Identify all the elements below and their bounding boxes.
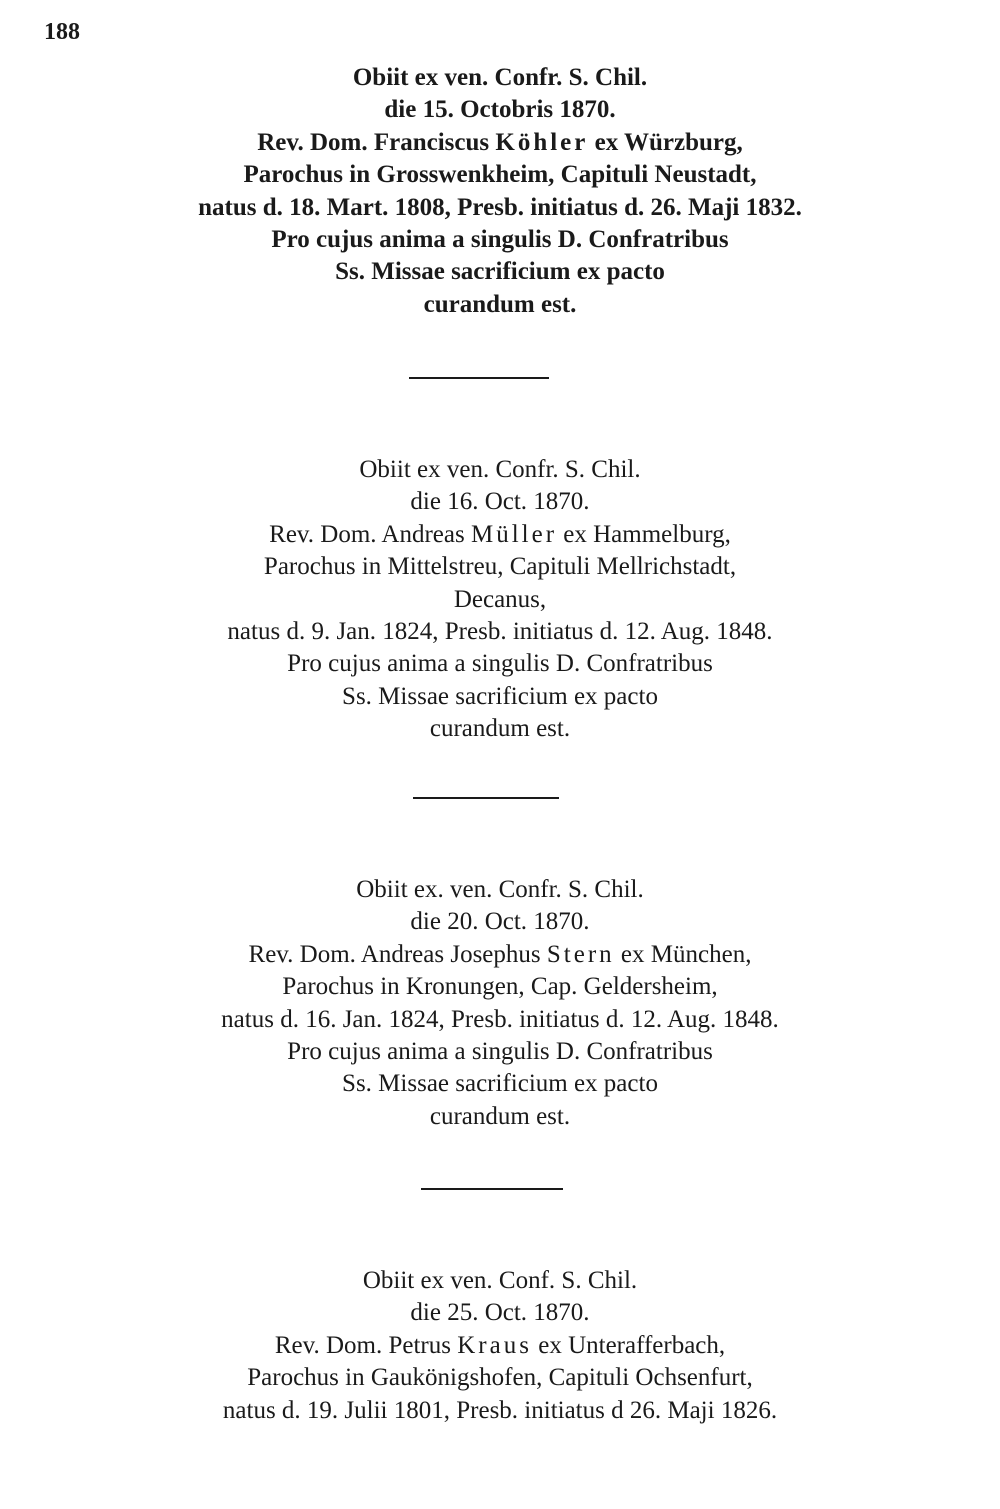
entry-line: Ss. Missae sacrificium ex pacto	[342, 1070, 658, 1098]
line-segment: ex Unterafferbach,	[531, 1331, 726, 1359]
entry-line: natus d. 16. Jan. 1824, Presb. initiatus d. 12. Aug. 1848.	[221, 1005, 779, 1033]
entry-line: die 15. Octobris 1870.	[384, 96, 616, 124]
obituary-entry	[0, 62, 1000, 321]
surname: Stern	[546, 940, 615, 968]
entry-line	[0, 127, 1000, 159]
line-segment: Rev. Dom. Andreas	[269, 520, 471, 548]
line-segment: Rev. Dom. Franciscus	[257, 128, 496, 156]
entry-line: Pro cujus anima a singulis D. Confratribus	[271, 226, 729, 254]
entry-line	[0, 939, 1000, 971]
entry-line: natus d. 18. Mart. 1808, Presb. initiatus d. 26. Maji 1832.	[198, 193, 802, 221]
obituary-entry	[0, 1265, 1000, 1427]
line-segment: ex Würzburg,	[588, 128, 743, 156]
entry-line: curandum est.	[429, 715, 571, 743]
entry-line: Parochus in Kronungen, Cap. Geldersheim,	[282, 973, 718, 1001]
entry-line: Obiit ex ven. Conf. S. Chil.	[362, 1267, 638, 1294]
entry-line: Parochus in Mittelstreu, Capituli Mellrichstadt,	[263, 553, 737, 581]
entry-line: die 20. Oct. 1870.	[410, 908, 590, 936]
entry-line: Ss. Missae sacrificium ex pacto	[342, 682, 658, 710]
surname: Köhler	[495, 128, 589, 156]
page-number: 188	[44, 19, 80, 45]
entry-line: die 16. Oct. 1870.	[410, 488, 590, 516]
entry-line	[0, 1330, 1000, 1362]
entry-line: curandum est.	[429, 1102, 571, 1130]
obituary-entry	[0, 454, 1000, 746]
line-segment: ex Hammelburg,	[557, 520, 731, 548]
entry-line: Obiit ex. ven. Confr. S. Chil.	[356, 876, 644, 903]
line-segment: ex München,	[614, 940, 752, 968]
section-divider	[409, 377, 549, 379]
surname: Müller	[470, 520, 558, 548]
entry-line: Parochus in Gaukönigshofen, Capituli Ochsenfurt,	[247, 1364, 753, 1392]
entry-line: Obiit ex ven. Confr. S. Chil.	[352, 64, 648, 91]
entry-line: Obiit ex ven. Confr. S. Chil.	[359, 456, 641, 483]
entry-line: Pro cujus anima a singulis D. Confratribus	[287, 650, 713, 678]
section-divider	[413, 797, 559, 799]
section-divider	[421, 1188, 563, 1190]
obituary-entry	[0, 874, 1000, 1133]
entry-line: natus d. 19. Julii 1801, Presb. initiatus d 26. Maji 1826.	[222, 1396, 778, 1424]
line-segment: Rev. Dom. Andreas Josephus	[248, 940, 547, 968]
entry-line: natus d. 9. Jan. 1824, Presb. initiatus d. 12. Aug. 1848.	[227, 618, 773, 646]
line-segment: Rev. Dom. Petrus	[274, 1331, 458, 1359]
surname: Kraus	[457, 1331, 532, 1359]
entry-line: Parochus in Grosswenkheim, Capituli Neustadt,	[243, 161, 757, 189]
entry-line: curandum est.	[423, 290, 577, 318]
entry-line: Ss. Missae sacrificium ex pacto	[335, 258, 665, 286]
entry-line	[0, 519, 1000, 551]
entry-line: Pro cujus anima a singulis D. Confratribus	[287, 1038, 713, 1066]
entry-line: Decanus,	[453, 585, 547, 613]
entry-line: die 25. Oct. 1870.	[410, 1299, 590, 1327]
